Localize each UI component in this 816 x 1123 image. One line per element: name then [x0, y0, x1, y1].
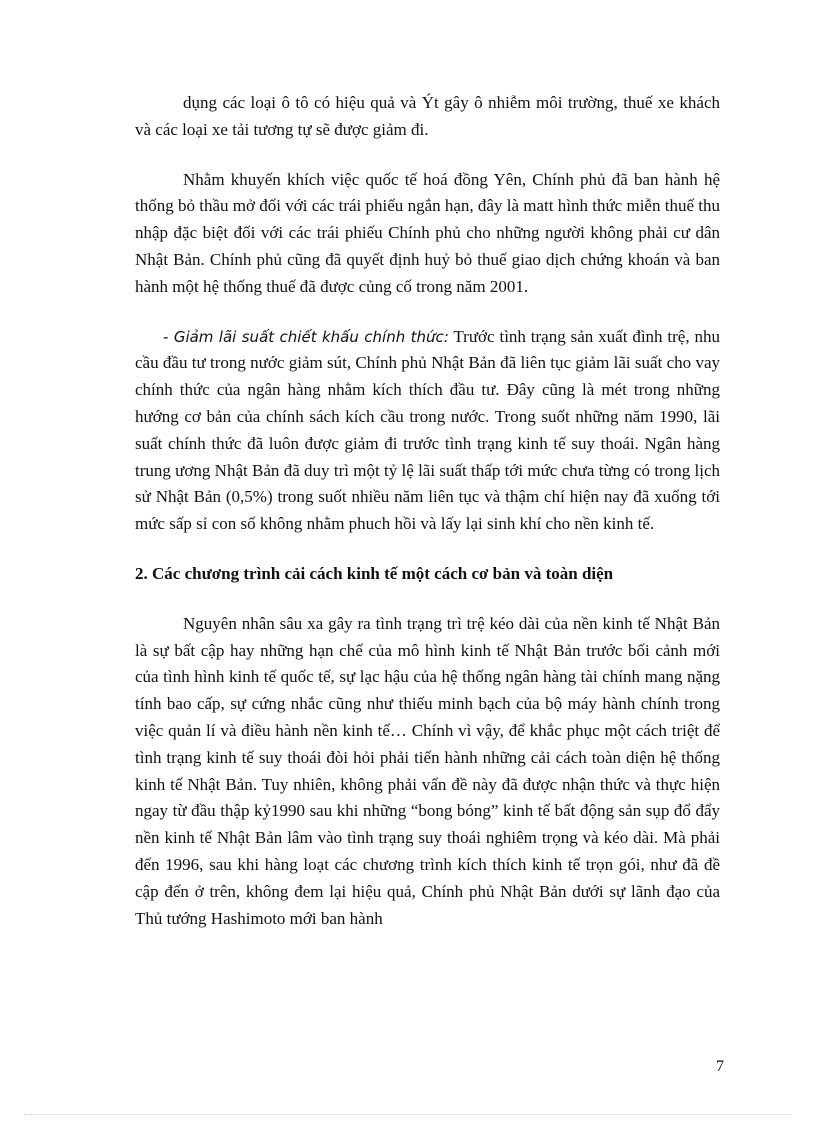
paragraph-1: dụng các loại ô tô có hiệu quả và Ýt gây ô nhiễm môi trường, thuế xe khách và các loại xe tải tương tự sẽ được giảm đi. [135, 93, 720, 139]
footer-divider [24, 1114, 792, 1115]
page-body [135, 90, 720, 955]
paragraph-3-text: Trước tình trạng sản xuất đình trệ, nhu cầu đầu tư trong nước giảm sút, Chính phủ Nhật Bản đã liên tục giảm lãi suất cho vay chính thức của ngân hàng nhằm kích thích đầu tư. Đây cũng là mét trong những hướng cơ bản của chính sách kích cầu trong nước. Trong suốt những năm 1990, lãi suất chính thức đã luôn được giảm đi trước tình trạng kinh tế suy thoái. Ngân hàng trung ương Nhật Bản đã duy trì một tỷ lệ lãi suất thấp tới mức chưa từng có trong lịch sử Nhật Bản (0,5%) trong suốt nhiều năm liên tục và thậm chí hiện nay đã xuống tới mức sấp sỉ con số không nhằm phuch hồi và lấy lại sinh khí cho nền kinh tế. [135, 326, 720, 534]
page-number: 7 [716, 1058, 724, 1075]
paragraph-4: Nguyên nhân sâu xa gây ra tình trạng trì trệ kéo dài của nền kinh tế Nhật Bản là sự bất cập hay những hạn chế của mô hình kinh tế Nhật Bản trước bối cảnh mới của tình hình kinh tế quốc tế, sự lạc hậu của hệ thống ngân hàng tài chính mang nặng tính bao cấp, sự cứng nhắc cũng như thiếu minh bạch của bộ máy hành chính trong việc quản lí và điều hành nền kinh tế… Chính vì vậy, để khắc phục một cách triệt để tình trạng kinh tế suy thoái đòi hỏi phải tiến hành những cải cách toàn diện hệ thống kinh tế Nhật Bản. Tuy nhiên, không phải vấn đề này đã được nhận thức và thực hiện ngay từ đầu thập kỷ1990 sau khi những “bong bóng” kinh tế bất động sản sụp đổ đẩy nền kinh tế Nhật Bản lâm vào tình trạng suy thoái nghiêm trọng và kéo dài. Mà phải đến 1996, sau khi hàng loạt các chương trình kích thích kinh tế trọn gói, như đã đề cập đến ở trên, không đem lại hiệu quả, Chính phủ Nhật Bản dưới sự lãnh đạo của Thủ tướng Hashimoto mới ban hành [135, 613, 720, 928]
paragraph-3-lead: - Giảm lãi suất chiết khấu chính thức: [163, 327, 449, 346]
paragraph-2: Nhằm khuyến khích việc quốc tế hoá đồng Yên, Chính phủ đã ban hành hệ thống bỏ thầu mở đối với các trái phiếu ngắn hạn, đây là matt hình thức miễn thuế thu nhập đặc biệt đối với các trái phiếu Chính phủ cho những người không phải cư dân Nhật Bản. Chính phủ cũng đã quyết định huỷ bỏ thuế giao dịch chứng khoán và ban hành một hệ thống thuế đã được củng cố trong năm 2001. [135, 169, 720, 296]
paragraph-3 [135, 324, 720, 538]
section-heading: 2. Các chương trình cải cách kinh tế một cách cơ bản và toàn diện [135, 563, 614, 583]
